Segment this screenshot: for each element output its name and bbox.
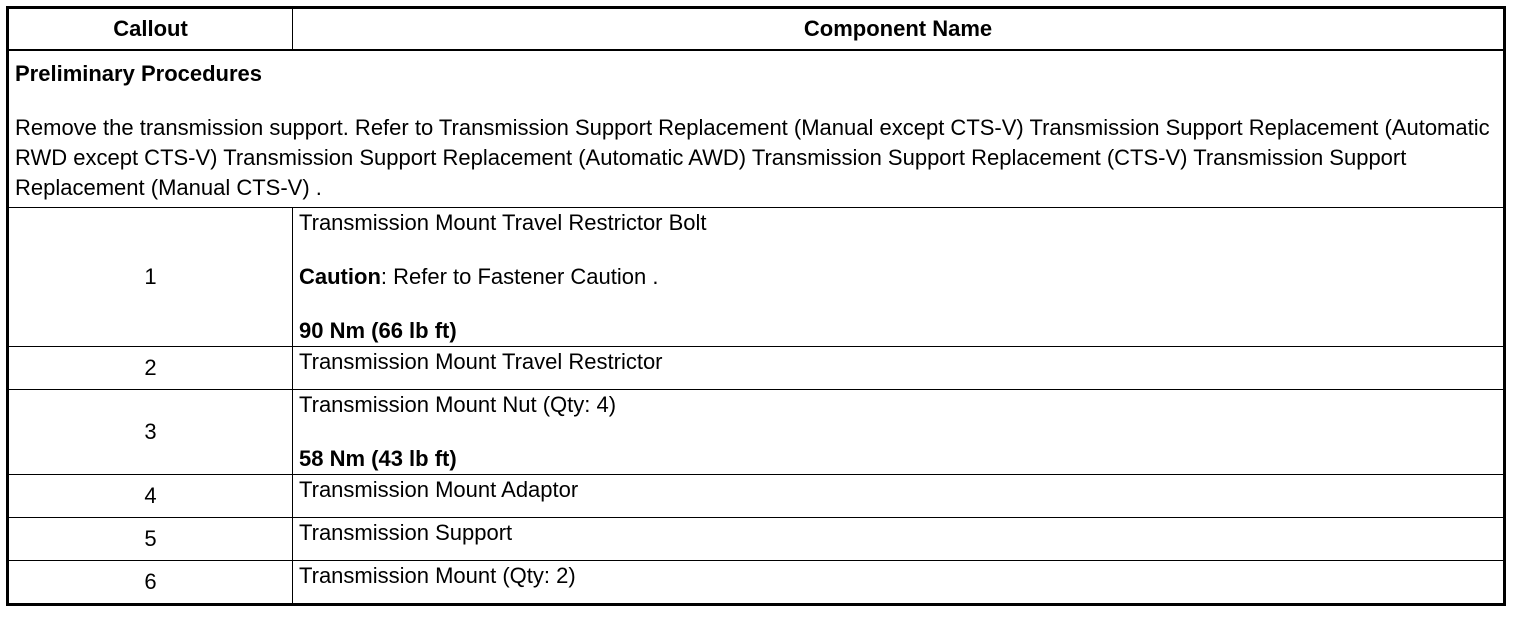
header-callout: Callout (8, 8, 293, 51)
component-name: Transmission Mount Travel Restrictor Bolt (299, 210, 707, 235)
torque-spec: 90 Nm (66 lb ft) (299, 318, 457, 343)
table-row (8, 208, 1505, 347)
callout-number: 5 (8, 518, 293, 561)
callout-number: 3 (8, 390, 293, 475)
component-name: Transmission Mount Travel Restrictor (293, 347, 1505, 390)
header-row (8, 8, 1505, 51)
table-row (8, 561, 1505, 605)
component-cell (293, 390, 1505, 475)
caution-text: : Refer to Fastener Caution . (380, 264, 659, 289)
callout-number: 4 (8, 475, 293, 518)
component-cell (293, 208, 1505, 347)
torque-spec: 58 Nm (43 lb ft) (299, 446, 457, 471)
header-component-name: Component Name (293, 8, 1505, 51)
preliminary-text: Remove the transmission support. Refer to Transmission Support Replacement (Manual except CTS-V) Transmission Support Replacement (Automatic RWD except CTS-V) Transmission Support Replacement (Automatic AWD) Transmission Support Replacement (CTS-V) Transmission Support Replacement (Manual CTS-V) . (15, 115, 1490, 200)
component-name: Transmission Mount Nut (Qty: 4) (299, 392, 617, 417)
caution-label: Caution (299, 264, 381, 289)
caution-note (299, 262, 1497, 292)
component-table (6, 6, 1506, 606)
preliminary-row (8, 50, 1505, 208)
preliminary-title: Preliminary Procedures (15, 61, 263, 86)
callout-number: 1 (8, 208, 293, 347)
table-row (8, 347, 1505, 390)
callout-number: 2 (8, 347, 293, 390)
preliminary-cell (8, 50, 1505, 208)
callout-number: 6 (8, 561, 293, 605)
table-row (8, 475, 1505, 518)
component-name: Transmission Mount (Qty: 2) (293, 561, 1505, 605)
table-row (8, 518, 1505, 561)
component-name: Transmission Mount Adaptor (293, 475, 1505, 518)
component-name: Transmission Support (293, 518, 1505, 561)
table-row (8, 390, 1505, 475)
